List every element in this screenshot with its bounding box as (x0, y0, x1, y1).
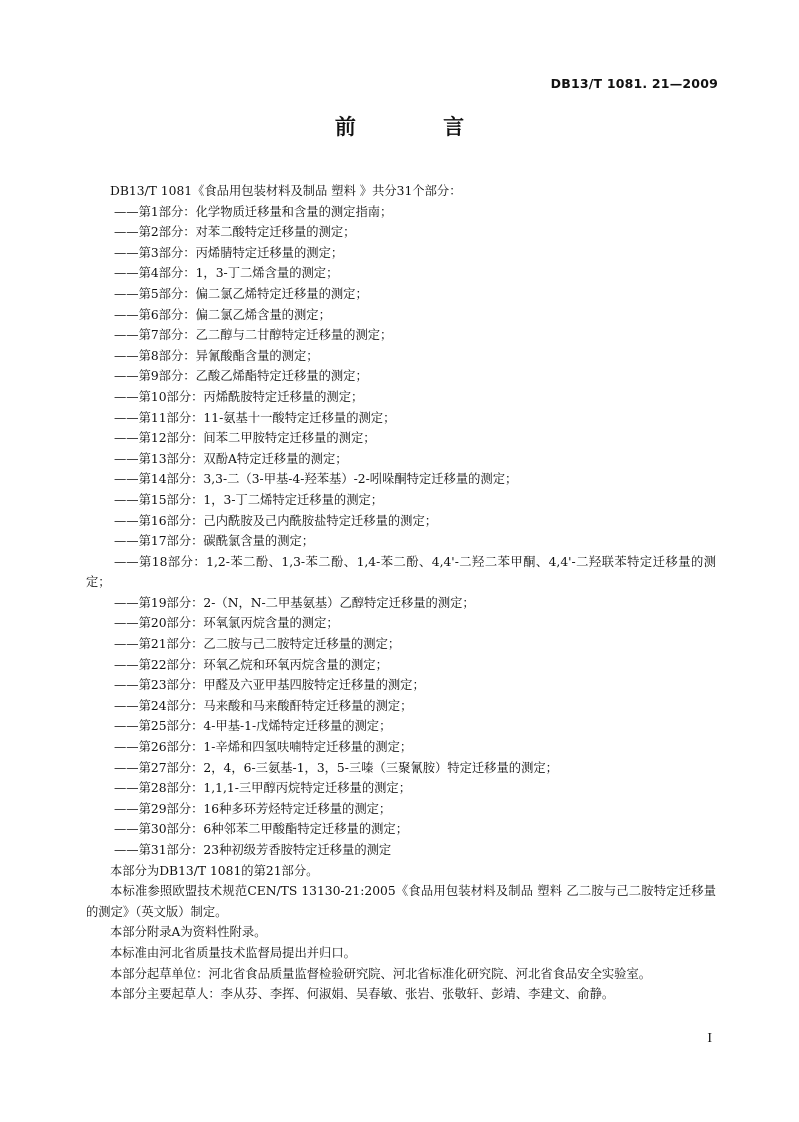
list-item: ——第17部分：碳酰氯含量的测定； (114, 534, 315, 549)
paragraph: 本标准由河北省质量技术监督局提出并归口。 (110, 945, 356, 960)
list-item: ——第23部分：甲醛及六亚甲基四胺特定迁移量的测定； (114, 678, 425, 693)
list-item: ——第21部分：乙二胺与己二胺特定迁移量的测定； (114, 637, 401, 652)
list-item: ——第19部分：2-（N，N-二甲基氨基）乙醇特定迁移量的测定； (114, 595, 475, 610)
standard-code: DB13/T 1081. 21—2009 (550, 76, 718, 91)
list-item: ——第11部分：11-氨基十一酸特定迁移量的测定； (114, 410, 396, 425)
list-item: ——第10部分：丙烯酰胺特定迁移量的测定； (114, 389, 364, 404)
list-item: ——第30部分：6种邻苯二甲酸酯特定迁移量的测定； (114, 822, 409, 837)
list-item: ——第4部分：1，3-丁二烯含量的测定； (114, 266, 339, 281)
list-item-text: ——第18部分：1,2-苯二酚、1,3-苯二酚、1,4-苯二酚、4,4'-二羟二苯甲酮、4,4'-二羟联苯特定迁移量的测定； (86, 554, 716, 590)
list-item: ——第31部分：23种初级芳香胺特定迁移量的测定 (114, 843, 392, 857)
list-item: ——第12部分：间苯二甲胺特定迁移量的测定； (114, 431, 376, 446)
list-item: ——第16部分：己内酰胺及己内酰胺盐特定迁移量的测定； (114, 513, 438, 528)
paragraph: 本部分主要起草人：李从芬、李挥、何淑娟、吴春敏、张岩、张敬轩、彭靖、李建文、俞静。 (110, 987, 615, 1002)
paragraph: 本部分为DB13/T 1081的第21部分。 (110, 863, 319, 878)
list-item: ——第24部分：马来酸和马来酸酐特定迁移量的测定； (114, 698, 413, 713)
foreword-body (86, 181, 716, 1005)
page-title: 前 言 (334, 115, 505, 139)
list-item: ——第29部分：16种多环芳烃特定迁移量的测定； (114, 801, 392, 816)
list-item: ——第2部分：对苯二酸特定迁移量的测定； (114, 225, 356, 240)
list-item: ——第8部分：异氰酸酯含量的测定； (114, 348, 319, 363)
list-item: ——第14部分：3,3-二（3-甲基-4-羟苯基）-2-吲哚酮特定迁移量的测定； (114, 472, 518, 487)
paragraph: 本标准参照欧盟技术规范CEN/TS 13130-21:2005《食品用包装材料及制品 塑料 乙二胺与己二胺特定迁移量的测定》（英文版）制定。 (86, 884, 716, 919)
list-item: ——第22部分：环氧乙烷和环氧丙烷含量的测定； (114, 657, 388, 672)
paragraph: 本部分起草单位：河北省食品质量监督检验研究院、河北省标准化研究院、河北省食品安全实验室。 (110, 966, 652, 981)
page-number: I (707, 1031, 712, 1046)
paragraph: 本部分附录A为资料性附录。 (110, 925, 267, 940)
list-item: ——第1部分：化学物质迁移量和含量的测定指南； (114, 204, 393, 219)
list-item (86, 552, 716, 593)
list-item: ——第5部分：偏二氯乙烯特定迁移量的测定； (114, 286, 368, 301)
list-item: ——第15部分：1，3-丁二烯特定迁移量的测定； (114, 492, 384, 507)
list-item: ——第7部分：乙二醇与二甘醇特定迁移量的测定； (114, 328, 393, 343)
list-item: ——第20部分：环氧氯丙烷含量的测定； (114, 616, 339, 631)
list-item: ——第9部分：乙酸乙烯酯特定迁移量的测定； (114, 369, 368, 384)
list-item: ——第6部分：偏二氯乙烯含量的测定； (114, 307, 331, 322)
list-item: ——第25部分：4-甲基-1-戊烯特定迁移量的测定； (114, 719, 392, 734)
list-item: ——第3部分：丙烯腈特定迁移量的测定； (114, 245, 344, 260)
list-item: ——第13部分：双酚A特定迁移量的测定； (114, 451, 348, 466)
list-item: ——第26部分：1-辛烯和四氢呋喃特定迁移量的测定； (114, 740, 413, 755)
intro-paragraph: DB13/T 1081《食品用包装材料及制品 塑料 》共分31个部分： (110, 184, 462, 198)
list-item: ——第27部分：2，4，6-三氨基-1，3，5-三嗪（三聚氰胺）特定迁移量的测定； (114, 760, 558, 775)
parts-list (86, 202, 716, 861)
list-item: ——第28部分：1,1,1-三甲醇丙烷特定迁移量的测定； (114, 781, 412, 796)
